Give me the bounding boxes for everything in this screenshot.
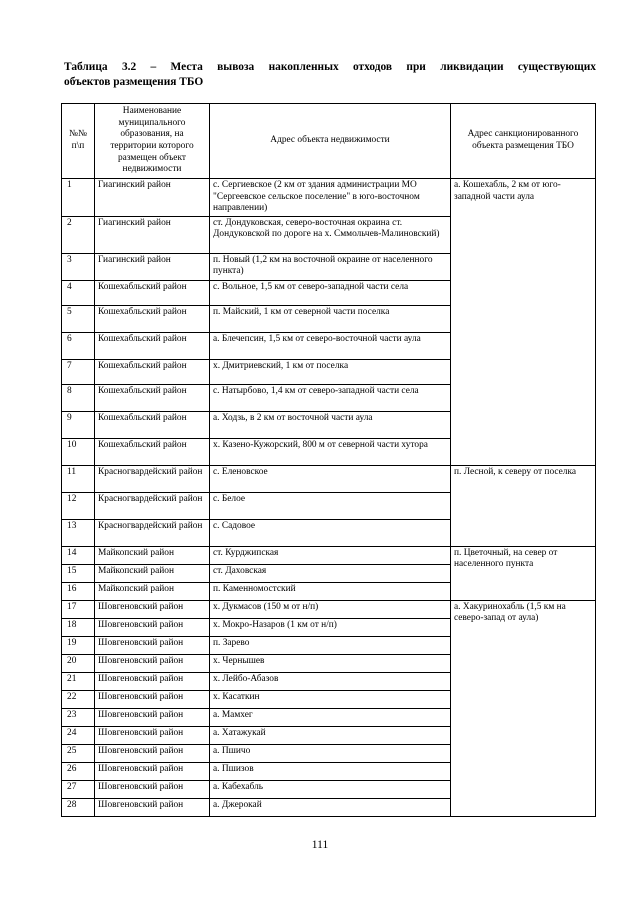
row-address: с. Белое (210, 492, 451, 519)
row-number: 3 (62, 253, 95, 280)
row-number: 27 (62, 780, 95, 798)
row-number: 23 (62, 708, 95, 726)
row-district: Майкопский район (95, 582, 210, 600)
row-number: 24 (62, 726, 95, 744)
row-number: 6 (62, 332, 95, 359)
row-number: 12 (62, 492, 95, 519)
row-address: с. Вольное, 1,5 км от северо-западной части села (210, 280, 451, 305)
row-address: с. Натырбово, 1,4 км от северо-западной части села (210, 384, 451, 411)
row-address: а. Ходзь, в 2 км от восточной части аула (210, 411, 451, 438)
row-district: Майкопский район (95, 546, 210, 564)
row-address: п. Майский, 1 км от северной части поселка (210, 305, 451, 332)
row-district: Гиагинский район (95, 216, 210, 253)
table-row (62, 465, 596, 492)
row-district: Кошехабльский район (95, 280, 210, 305)
row-district: Красногвардейский район (95, 519, 210, 546)
row-address: ст. Даховская (210, 564, 451, 582)
row-district: Шовгеновский район (95, 672, 210, 690)
row-district: Шовгеновский район (95, 600, 210, 618)
row-address: х. Дукмасов (150 м от н/п) (210, 600, 451, 618)
row-district: Шовгеновский район (95, 636, 210, 654)
row-address: а. Хатажукай (210, 726, 451, 744)
row-address: а. Кабехабль (210, 780, 451, 798)
row-number: 10 (62, 438, 95, 465)
row-address: п. Каменномостский (210, 582, 451, 600)
row-address: а. Пшизов (210, 762, 451, 780)
row-district: Шовгеновский район (95, 726, 210, 744)
row-address: а. Пшичо (210, 744, 451, 762)
row-address: х. Лейбо-Абазов (210, 672, 451, 690)
row-address: ст. Курджипская (210, 546, 451, 564)
row-district: Шовгеновский район (95, 798, 210, 816)
row-district: Шовгеновский район (95, 762, 210, 780)
row-district: Шовгеновский район (95, 744, 210, 762)
table-caption-line1: Таблица 3.2 – Места вывоза накопленных отходов при ликвидации существующих (64, 61, 596, 73)
row-disposal-site: а. Кошехабль, 2 км от юго-западной части аула (451, 179, 596, 466)
row-number: 7 (62, 359, 95, 384)
row-district: Шовгеновский район (95, 618, 210, 636)
row-address: с. Садовое (210, 519, 451, 546)
header-municipality: Наименование муниципального образования, на территории которого размещен объект недвижимости (95, 104, 210, 179)
row-number: 11 (62, 465, 95, 492)
table-caption-line2: объектов размещения ТБО (64, 75, 204, 88)
row-number: 16 (62, 582, 95, 600)
row-district: Шовгеновский район (95, 690, 210, 708)
row-disposal-site: п. Лесной, к северу от поселка (451, 465, 596, 546)
row-number: 15 (62, 564, 95, 582)
row-number: 25 (62, 744, 95, 762)
row-disposal-site: п. Цветочный, на север от населенного пункта (451, 546, 596, 600)
row-district: Кошехабльский район (95, 411, 210, 438)
table-row (62, 600, 596, 618)
row-number: 26 (62, 762, 95, 780)
row-address: а. Мамхег (210, 708, 451, 726)
waste-sites-table (61, 103, 596, 817)
row-address: п. Новый (1,2 км на восточной окраине от населенного пункта) (210, 253, 451, 280)
row-address: х. Мокро-Назаров (1 км от н/п) (210, 618, 451, 636)
row-number: 19 (62, 636, 95, 654)
row-district: Кошехабльский район (95, 359, 210, 384)
header-disposal-site: Адрес санкционированного объекта размещения ТБО (451, 104, 596, 179)
row-address: х. Казено-Кужорский, 800 м от северной части хутора (210, 438, 451, 465)
row-number: 21 (62, 672, 95, 690)
row-district: Кошехабльский район (95, 332, 210, 359)
table-header-row (62, 104, 596, 179)
row-district: Шовгеновский район (95, 654, 210, 672)
row-address: х. Касаткин (210, 690, 451, 708)
row-address: а. Блечепсин, 1,5 км от северо-восточной части аула (210, 332, 451, 359)
row-number: 8 (62, 384, 95, 411)
row-number: 4 (62, 280, 95, 305)
row-district: Кошехабльский район (95, 384, 210, 411)
row-address: п. Зарево (210, 636, 451, 654)
row-number: 1 (62, 179, 95, 217)
table-caption (64, 60, 596, 89)
row-address: ст. Дондуковская, северо-восточная окраина ст. Дондуковской по дороге на х. Сммольчев-Малиновский) (210, 216, 451, 253)
row-address: х. Дмитриевский, 1 км от поселка (210, 359, 451, 384)
row-number: 17 (62, 600, 95, 618)
row-number: 14 (62, 546, 95, 564)
page-number: 111 (311, 839, 329, 851)
row-address: с. Сергиевское (2 км от здания администрации МО "Сергеевское сельское поселение" в юго-восточном направлении) (210, 179, 451, 217)
row-district: Шовгеновский район (95, 708, 210, 726)
table-row (62, 179, 596, 217)
row-number: 2 (62, 216, 95, 253)
row-address: х. Чернышев (210, 654, 451, 672)
row-number: 18 (62, 618, 95, 636)
header-number: №№ п\п (62, 104, 95, 179)
row-number: 20 (62, 654, 95, 672)
row-number: 13 (62, 519, 95, 546)
row-address: с. Еленовское (210, 465, 451, 492)
table-row (62, 546, 596, 564)
row-disposal-site: а. Хакуринохабль (1,5 км на северо-запад от аула) (451, 600, 596, 816)
row-district: Красногвардейский район (95, 465, 210, 492)
table-body (62, 179, 596, 817)
row-number: 9 (62, 411, 95, 438)
row-district: Кошехабльский район (95, 305, 210, 332)
row-district: Гиагинский район (95, 179, 210, 217)
row-district: Кошехабльский район (95, 438, 210, 465)
row-number: 5 (62, 305, 95, 332)
row-district: Гиагинский район (95, 253, 210, 280)
row-number: 22 (62, 690, 95, 708)
row-address: а. Джерокай (210, 798, 451, 816)
row-number: 28 (62, 798, 95, 816)
header-address: Адрес объекта недвижимости (210, 104, 451, 179)
row-district: Красногвардейский район (95, 492, 210, 519)
row-district: Шовгеновский район (95, 780, 210, 798)
row-district: Майкопский район (95, 564, 210, 582)
